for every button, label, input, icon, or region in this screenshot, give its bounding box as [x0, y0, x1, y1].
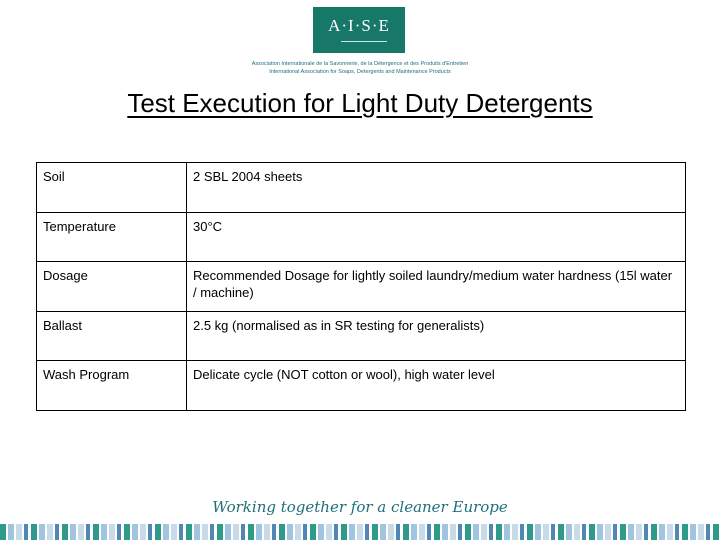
org-name-french: Association Internationale de la Savonnerie, de la Détergence et des Produits d'Entretien — [251, 61, 469, 67]
row-label: Ballast — [37, 312, 187, 361]
row-value: Recommended Dosage for lightly soiled laundry/medium water hardness (15l water / machine) — [187, 262, 686, 312]
table-row — [37, 312, 686, 361]
logo-swoosh — [341, 41, 387, 45]
row-value: 2 SBL 2004 sheets — [187, 163, 686, 213]
row-label: Dosage — [37, 262, 187, 312]
row-value: 30°C — [187, 213, 686, 262]
row-label: Temperature — [37, 213, 187, 262]
footer-stripe — [0, 524, 720, 540]
aise-logo — [313, 7, 405, 53]
table-row — [37, 262, 686, 312]
logo-text: A·I·S·E — [328, 16, 390, 35]
table-row — [37, 163, 686, 213]
row-value: 2.5 kg (normalised as in SR testing for generalists) — [187, 312, 686, 361]
row-value: Delicate cycle (NOT cotton or wool), high water level — [187, 361, 686, 411]
org-name-english: International Association for Soaps, Detergents and Maintenance Products — [269, 69, 451, 75]
footer-tagline: Working together for a cleaner Europe — [212, 498, 508, 516]
table-row — [37, 361, 686, 411]
page-title: Test Execution for Light Duty Detergents — [127, 88, 593, 118]
test-parameters-table — [36, 162, 686, 411]
row-label: Soil — [37, 163, 187, 213]
row-label: Wash Program — [37, 361, 187, 411]
table-row — [37, 213, 686, 262]
